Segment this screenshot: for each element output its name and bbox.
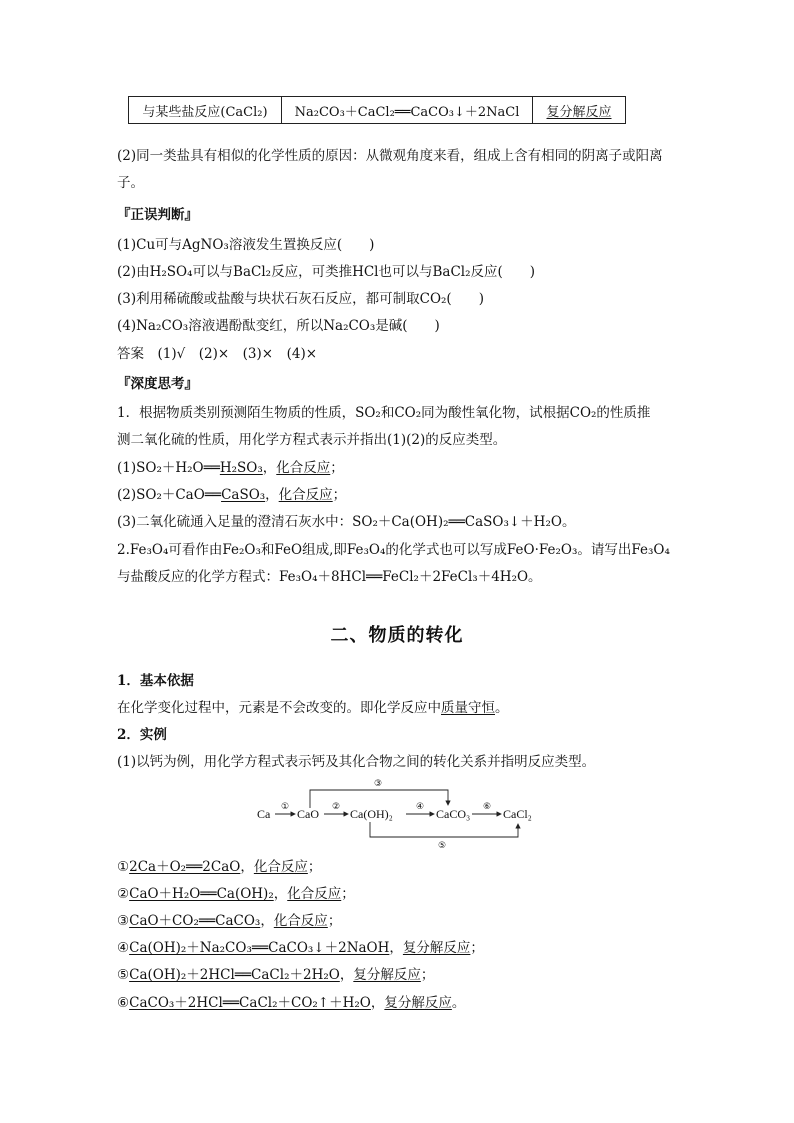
think-question-1a: 1．根据物质类别预测陌生物质的性质，SO₂和CO₂同为酸性氧化物，试根据CO₂的性质推 xyxy=(117,405,651,421)
reaction-3: ③CaO＋CO₂══CaCO₃，化合反应； xyxy=(117,913,342,929)
label-6: ⑥ xyxy=(483,802,492,812)
judge-title: 『正误判断』 xyxy=(117,207,198,223)
think-answer-3: (3)二氧化硫通入足量的澄清石灰水中：SO₂＋Ca(OH)₂══CaSO₃↓＋H₂O。 xyxy=(117,514,576,530)
think-title: 『深度思考』 xyxy=(117,376,198,392)
property-table xyxy=(128,96,626,124)
label-1: ① xyxy=(281,802,290,812)
table-cell-equation: Na₂CO₃＋CaCl₂══CaCO₃↓＋2NaCl xyxy=(282,97,533,124)
node-caco3: CaCO₃ xyxy=(436,807,471,821)
node-ca: Ca xyxy=(257,807,271,821)
think-question-2b: 与盐酸反应的化学方程式：Fe₃O₄＋8HCl══FeCl₂＋2FeCl₃＋4H₂O。 xyxy=(117,569,542,585)
judge-item-1: (1)Cu可与AgNO₃溶液发生置换反应( ) xyxy=(117,237,375,253)
think-question-2a: 2.Fe₃O₄可看作由Fe₂O₃和FeO组成,即Fe₃O₄的化学式也可以写成FeO·Fe₂O₃。请写出Fe₃O₄ xyxy=(117,542,670,558)
think-answer-2: (2)SO₂＋CaO══CaSO₃，化合反应； xyxy=(117,487,347,503)
node-cacl2: CaCl₂ xyxy=(503,807,532,821)
example-title: 2．实例 xyxy=(117,727,167,743)
node-caoh2: Ca(OH)₂ xyxy=(350,807,393,821)
reaction-1: ①2Ca＋O₂══2CaO，化合反应； xyxy=(117,859,322,875)
intro-paragraph-cont: 子。 xyxy=(117,175,144,191)
judge-item-2: (2)由H₂SO₄可以与BaCl₂反应，可类推HCl也可以与BaCl₂反应( ) xyxy=(117,264,536,280)
reaction-4: ④Ca(OH)₂＋Na₂CO₃══CaCO₃↓＋2NaOH，复分解反应； xyxy=(117,940,484,956)
table-cell-property: 与某些盐反应(CaCl₂) xyxy=(129,97,282,124)
label-3: ③ xyxy=(374,779,383,789)
reaction-6: ⑥CaCO₃＋2HCl══CaCl₂＋CO₂↑＋H₂O，复分解反应。 xyxy=(117,995,466,1011)
table-row xyxy=(129,97,626,124)
node-cao: CaO xyxy=(297,807,319,821)
label-2: ② xyxy=(332,802,341,812)
arrow-5 xyxy=(370,822,518,837)
calcium-conversion-diagram xyxy=(250,778,550,852)
intro-paragraph: (2)同一类盐具有相似的化学性质的原因：从微观角度来看，组成上含有相同的阴离子或阳离 xyxy=(117,148,663,164)
judge-item-4: (4)Na₂CO₃溶液遇酚酞变红，所以Na₂CO₃是碱( ) xyxy=(117,318,440,334)
reaction-2: ②CaO＋H₂O══Ca(OH)₂，化合反应； xyxy=(117,886,355,902)
label-4: ④ xyxy=(416,802,425,812)
label-5: ⑤ xyxy=(438,841,447,851)
table-cell-reaction-type: 复分解反应 xyxy=(533,97,626,124)
arrow-3 xyxy=(310,790,448,808)
think-answer-1: (1)SO₂＋H₂O══H₂SO₃，化合反应； xyxy=(117,460,344,476)
basis-text: 在化学变化过程中，元素是不会改变的。即化学反应中质量守恒。 xyxy=(117,700,509,716)
section-heading: 二、物质的转化 xyxy=(330,625,464,646)
judge-item-3: (3)利用稀硫酸或盐酸与块状石灰石反应，都可制取CO₂( ) xyxy=(117,291,484,307)
example-intro: (1)以钙为例，用化学方程式表示钙及其化合物之间的转化关系并指明反应类型。 xyxy=(117,754,596,770)
reaction-5: ⑤Ca(OH)₂＋2HCl══CaCl₂＋2H₂O，复分解反应； xyxy=(117,967,435,983)
think-question-1b: 测二氧化硫的性质，用化学方程式表示并指出(1)(2)的反应类型。 xyxy=(117,432,507,448)
answer-line: 答案 (1)√ (2)× (3)× (4)× xyxy=(117,346,318,362)
basis-title: 1．基本依据 xyxy=(117,673,194,689)
